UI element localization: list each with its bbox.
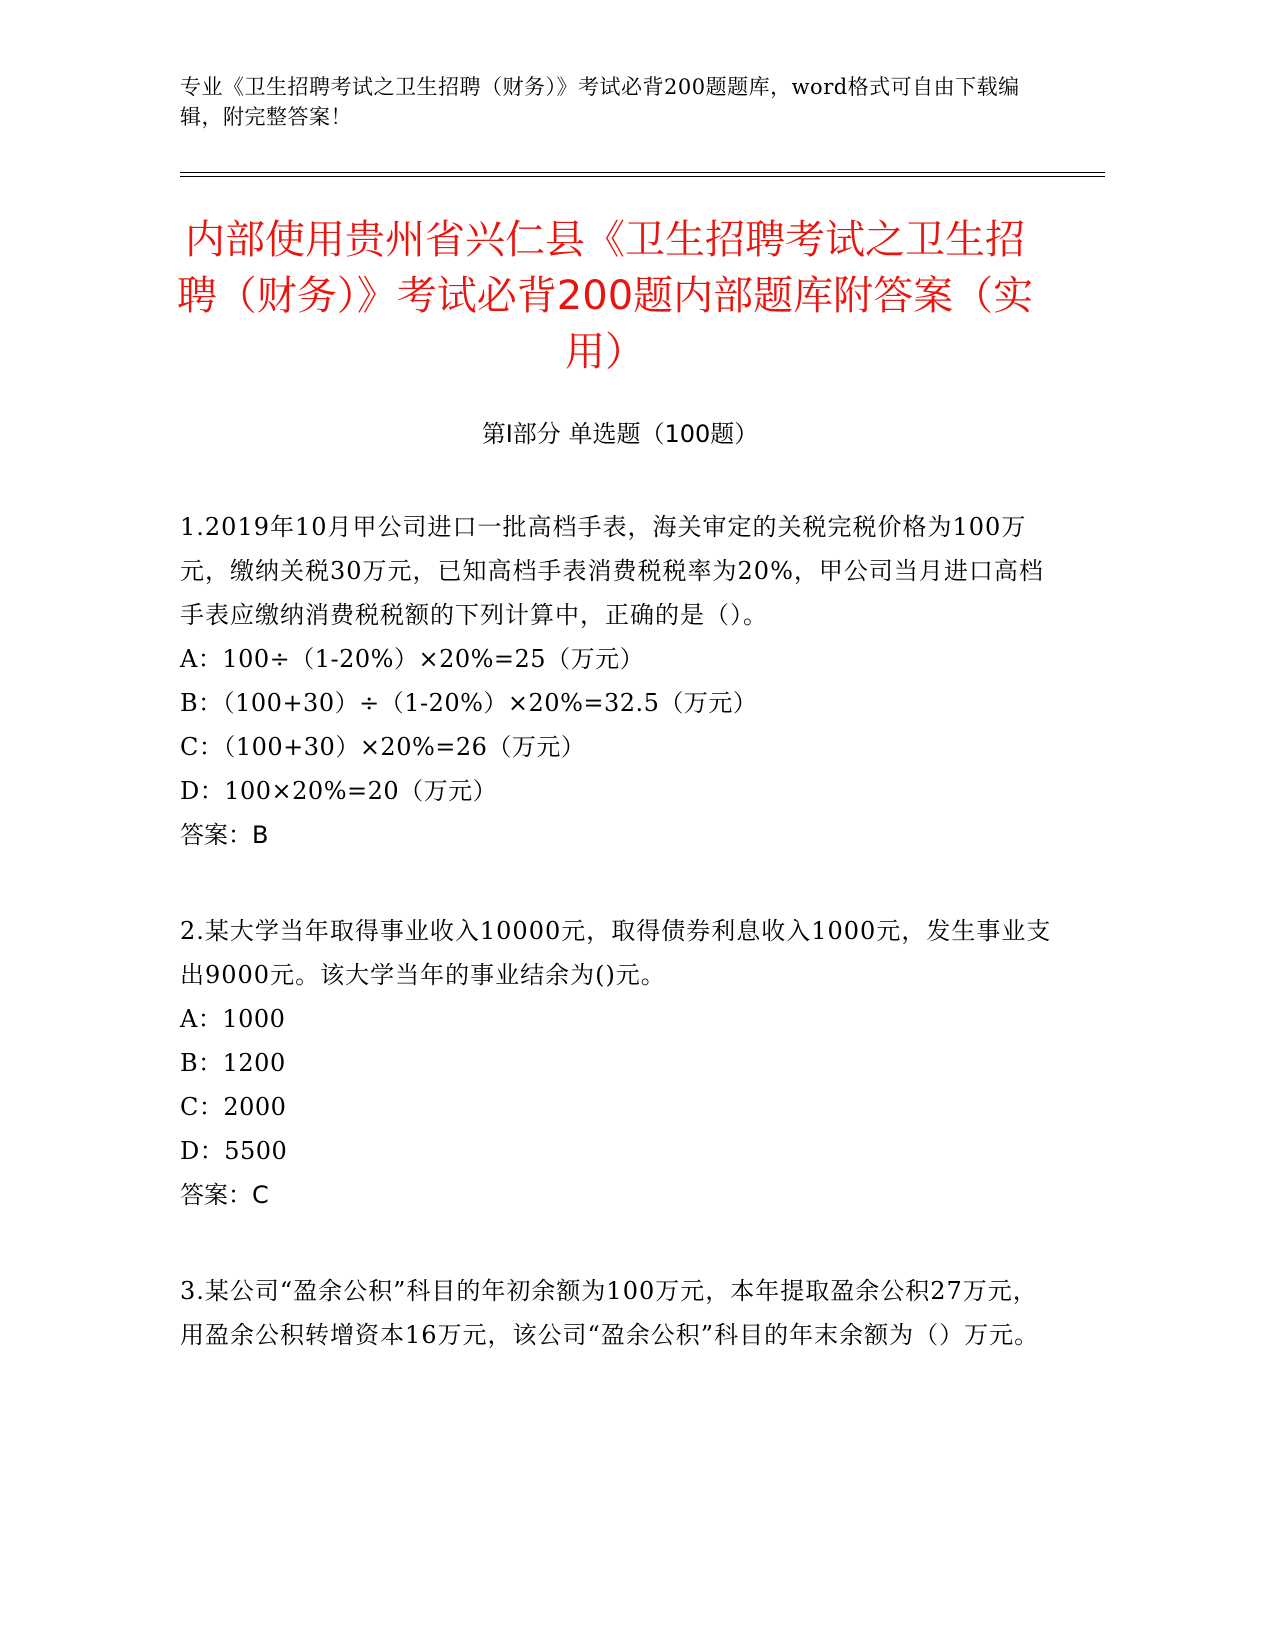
- question-1: [180, 505, 1060, 857]
- question-2: [180, 909, 1060, 1217]
- question-stem: 1.2019年10月甲公司进口一批高档手表，海关审定的关税完税价格为100万元，缴纳关税30万元，已知高档手表消费税税率为20%，甲公司当月进口高档手表应缴纳消费税税额的下列计算中，正确的是（）。: [180, 513, 1044, 629]
- header-note: 专业《卫生招聘考试之卫生招聘（财务）》考试必背200题题库，word格式可自由下载编辑，附完整答案！: [180, 75, 1020, 129]
- option-a: A：1000: [180, 1005, 286, 1033]
- option-c: C：2000: [180, 1093, 287, 1121]
- answer: 答案：B: [180, 821, 269, 849]
- question-stem: 3.某公司“盈余公积”科目的年初余额为100万元，本年提取盈余公积27万元，用盈余公积转增资本16万元，该公司“盈余公积”科目的年末余额为（）万元。: [180, 1277, 1040, 1349]
- question-list: [180, 505, 1060, 1409]
- option-c: C：（100+30）×20%=26（万元）: [180, 733, 586, 761]
- section-heading: 第I部分 单选题（100题）: [481, 420, 759, 448]
- option-d: D：5500: [180, 1137, 288, 1165]
- header-divider: [180, 172, 1105, 177]
- question-stem: 2.某大学当年取得事业收入10000元，取得债券利息收入1000元，发生事业支出9000元。该大学当年的事业结余为()元。: [180, 917, 1052, 989]
- option-b: B：1200: [180, 1049, 286, 1077]
- option-a: A：100÷（1-20%）×20%=25（万元）: [180, 645, 645, 673]
- answer: 答案：C: [180, 1181, 269, 1209]
- option-b: B：（100+30）÷（1-20%）×20%=32.5（万元）: [180, 689, 758, 717]
- question-3: [180, 1269, 1060, 1357]
- option-d: D：100×20%=20（万元）: [180, 777, 498, 805]
- document-title: 内部使用贵州省兴仁县《卫生招聘考试之卫生招聘（财务）》考试必背200题内部题库附答案（实用）: [176, 217, 1034, 375]
